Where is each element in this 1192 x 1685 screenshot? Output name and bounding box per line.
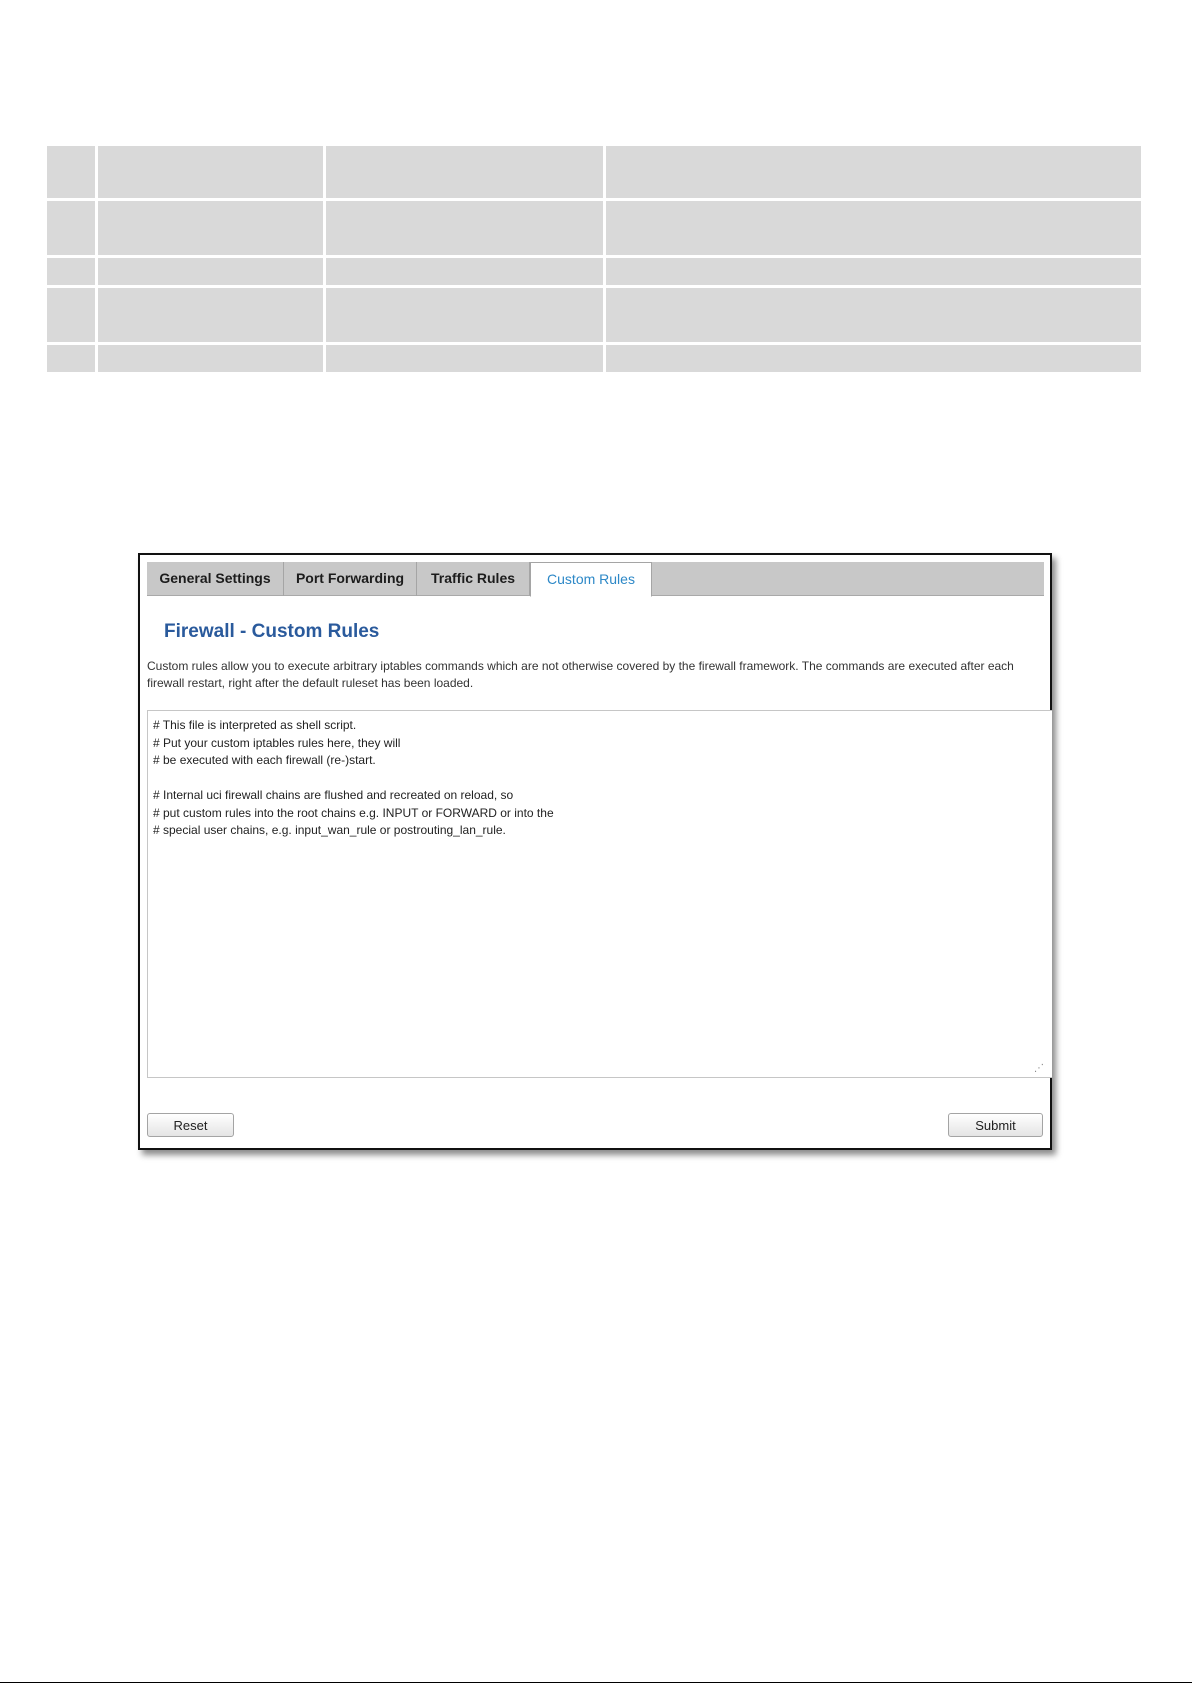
page-title: Firewall - Custom Rules [164,621,380,642]
tab-general-settings[interactable]: General Settings [147,562,284,596]
firewall-panel [138,553,1052,1150]
custom-rules-editor[interactable] [147,710,1052,1078]
reset-button[interactable]: Reset [147,1113,234,1137]
table-row [47,146,1141,201]
tab-port-forwarding[interactable]: Port Forwarding [284,562,417,596]
grey-table [47,146,1141,372]
table-row [47,201,1141,258]
table-row [47,258,1141,288]
table-row [47,288,1141,345]
tab-bar [147,562,1044,596]
page-description: Custom rules allow you to execute arbitrary iptables commands which are not otherwise covered by the firewall framework. The commands are executed after each firewall restart, right after the default ruleset has been loaded. [147,659,1014,690]
resize-grip-icon[interactable]: ⋰ [1034,1063,1044,1074]
page-divider [0,1682,1192,1683]
submit-button[interactable]: Submit [948,1113,1043,1137]
tab-traffic-rules[interactable]: Traffic Rules [417,562,530,596]
tab-custom-rules[interactable]: Custom Rules [530,562,652,597]
table-row [47,345,1141,372]
